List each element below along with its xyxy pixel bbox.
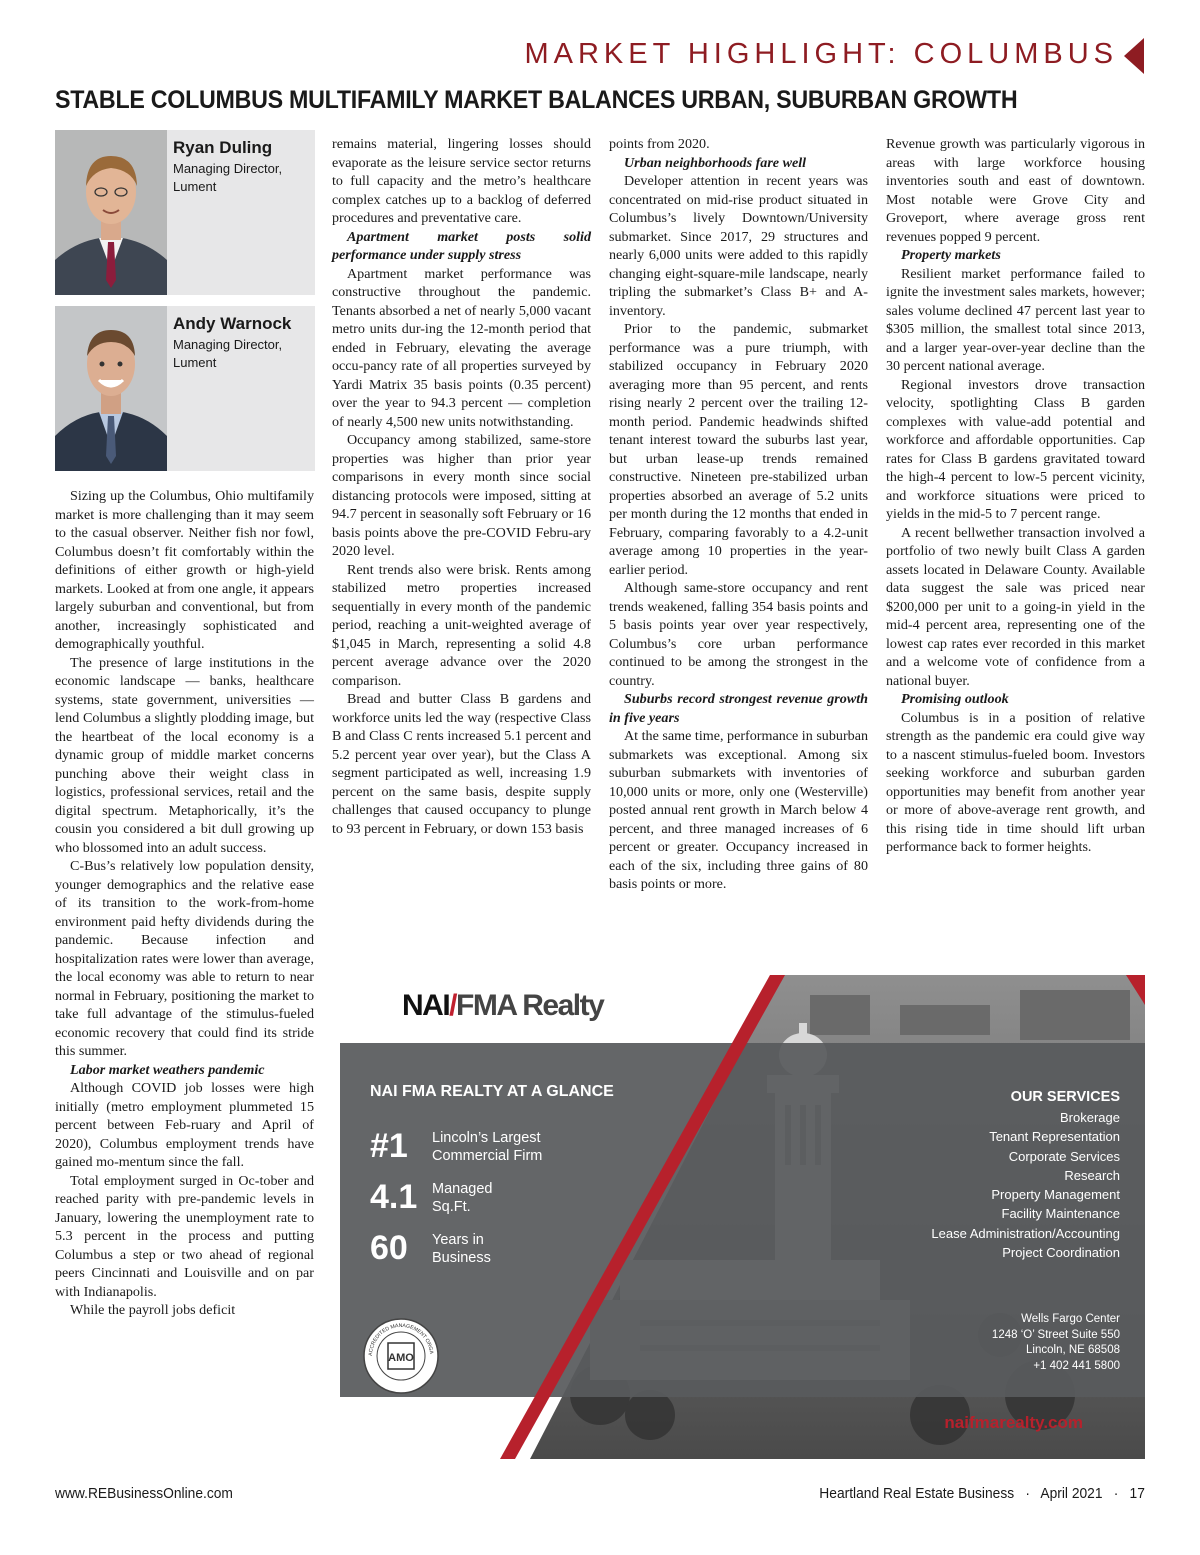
author-name-1: Ryan Duling [173,138,273,157]
paragraph: Revenue growth was particularly vigorous in areas with large workforce housing inventories south and east of downtown. Most notable were Grove City and Groveport, where average gross rent revenues popped 9 percent. [886,136,1145,245]
author-title-2: Managing Director, [173,337,283,352]
advertisement[interactable] [340,975,1145,1459]
stat-label: Years in Business [432,1232,491,1266]
paragraph: Apartment market performance was constructive throughout the pandemic. Tenants absorbed a net of nearly 5,000 vacant metro units dur-ing the 12-month period that ended in February, elevating the average occu-pancy rate of all properties surveyed by Yardi Matrix 35 basis points (0.35 percent) over the year to 94.3 percent — completion of nearly 4,500 new units notwithstanding. [332,265,591,430]
stat-label: Lincoln’s Largest Commercial Firm [432,1130,543,1164]
subheading: Suburbs record strongest revenue growth in five years [609,691,868,726]
paragraph: The presence of large institutions in the economic landscape — banks, healthcare systems, state government, universities — lend Columbus a slightly plodding image, but the heartbeat of the local economy is a dynamic group of middle market concerns punching above their weight class in logistics, professional services, retail and the digital spectrum. Metaphorically, it’s the cousin you considered a bit dull growing up who blossomed into an adult success. [55,654,314,856]
section-header: MARKET HIGHLIGHT: COLUMBUS [524,38,1118,70]
service-item: Tenant Representation [989,1129,1120,1145]
stat-value: 4.1 [370,1178,418,1216]
author-photo-1 [55,130,167,295]
footer-website[interactable]: www.REBusinessOnline.com [55,1485,233,1502]
service-item: Lease Administration/Accounting [931,1225,1120,1241]
subheading: Labor market weathers pandemic [70,1061,265,1078]
office-address: Wells Fargo Center 1248 ‘O’ Street Suite 550 Lincoln, NE 68508 +1 402 441 5800 [991,1313,1120,1372]
subheading: Apartment market posts solid performance under supply stress [332,228,591,263]
service-item: Facility Maintenance [1001,1206,1120,1222]
article-column-1 [55,487,314,1320]
paragraph: A recent bellwether transaction involved a portfolio of two newly built Class A garden assets located in Delaware County. Available data suggest the sale was priced near $200,000 per unit to a going-in yield in the mid-4 percent area, representing one of the lowest cap rates ever recorded in this market and a welcome vote of confidence from a national buyer. [886,524,1145,689]
footer-date: April 2021 [1040,1485,1103,1502]
paragraph: Regional investors drove transaction velocity, spotlighting Class B garden complexes with value-add potential and workforce and affordable opportunities. Cap rates for Class B gardens gravitated toward the high-4 percent to low-5 percent vicinity, and workforce situations were priced to yields in the mid-5 to 7 percent range. [886,376,1145,522]
article-headline: STABLE COLUMBUS MULTIFAMILY MARKET BALANCES URBAN, SUBURBAN GROWTH [55,86,1018,114]
article-column-2 [332,135,591,838]
author-bio-2 [55,306,315,471]
author-name-2: Andy Warnock [173,314,292,333]
paragraph: Sizing up the Columbus, Ohio multifamily market is more challenging than it may seem to the casual observer. Neither fish nor fowl, Columbus doesn’t fit comfortably within the definitions of either growth or high-yield markets. Looked at from one angle, it appears largely suburban and conventional, but from another, increasingly sophisticated and demographically youthful. [55,488,314,652]
ad-website-link[interactable]: naifmarealty.com [944,1413,1083,1432]
logo-nai-text: NAI [402,989,450,1022]
service-item: Project Coordination [1002,1245,1120,1261]
glance-title: NAI FMA REALTY AT A GLANCE [370,1083,614,1100]
author-company-1: Lument [173,179,217,194]
author-photo-2 [55,306,167,471]
footer-publication: Heartland Real Estate Business [819,1485,1015,1502]
nai-fma-logo: NAI/FMA Realty [402,989,604,1022]
amo-accreditation-badge [362,1317,440,1395]
article-column-4 [886,135,1145,857]
author-title-1: Managing Director, [173,161,283,176]
paragraph: Rent trends also were brisk. Rents among stabilized metro properties increased sequentially in every month of the pandemic period, reaching a unit-weighted average of $1,045 in March, representing a solid 4.8 percent average advance over the 2020 comparison. [332,561,591,689]
services-title: OUR SERVICES [1010,1089,1120,1105]
paragraph: Although same-store occupancy and rent trends weakened, falling 354 basis points and 5 basis points year over year respectively, Columbus’s core urban performance continued to be among the strongest in the country. [609,580,868,689]
paragraph: While the payroll jobs deficit [70,1302,236,1318]
subheading: Property markets [901,247,1001,263]
paragraph: points from 2020. [609,136,710,152]
paragraph: At the same time, performance in suburban submarkets was exceptional. Among six suburban submarkets with inventories of 10,000 units or more, only one (Westerville) posted annual rent growth in March below 4 percent, and three managed increases of 6 percent or greater. Occupancy increased in each of the six, including three gains of 80 basis points or more. [609,728,868,892]
badge-text: ACCREDITED MANAGEMENT ORGA [367,1322,434,1357]
section-triangle-marker [1124,38,1144,74]
service-item: Research [1064,1167,1120,1183]
article-column-3 [609,135,868,894]
author-role-1 [173,160,313,196]
badge-mark: AMO [388,1352,414,1364]
paragraph: Occupancy among stabilized, same-store properties was higher than prior year comparisons in every month since social distancing protocols were imposed, sitting at 94.7 percent in seasonally soft February or 16 basis points above the pre-COVID Febru-ary 2020 level. [332,432,591,559]
paragraph: remains material, lingering losses should evaporate as the leisure service sector returns to full capacity and the metro’s healthcare complex catches up to a backlog of deferred procedures and preventative care. [332,136,591,226]
footer-publication-info: Heartland Real Estate Business · April 2021 · 17 [819,1485,1145,1502]
paragraph: Bread and butter Class B gardens and workforce units led the way (respective Class B and Class C rents increased 5.1 percent and 5.2 percent year over year), but the Class A segment participated as well, increasing 1.9 percent on the same basis, despite supply challenges that caused occupancy to plunge to 93 percent in February, or down 153 basis [332,691,591,837]
paragraph: Resilient market performance failed to ignite the investment sales markets, however; sales volume declined 47 percent last year to $305 million, the smallest total since 2013, and a larger year-over-year decline than the 30 percent national average. [886,265,1145,374]
paragraph: Columbus is in a position of relative strength as the pandemic era could give way to a nascent stimulus-fueled boom. Investors seeking workforce and suburban garden opportunities may benefit from another year or more of above-average rent growth, and this rising tide in time should lift urban performance back to former heights. [886,709,1145,855]
stat-value: 60 [370,1229,408,1267]
service-item: Brokerage [1060,1110,1120,1125]
paragraph: Although COVID job losses were high initially (metro employment plummeted 15 percent between Feb-ruary and April of 2020), Columbus employment trends have gained mo-mentum since the fall. [55,1080,314,1170]
services-list [931,1089,1120,1262]
logo-fma-text: FMA Realty [456,989,604,1022]
subheading: Promising outlook [901,691,1009,707]
subheading: Urban neighborhoods fare well [624,154,807,171]
paragraph: Total employment surged in Oc-tober and reached parity with pre-pandemic levels in January, lowering the unemployment rate to 5.3 percent in the process and putting Columbus a step or two ahead of regional peers Cincinnati and Louisville and on par with Indianapolis. [55,1172,314,1300]
paragraph: C-Bus’s relatively low population density, younger demographics and the relative ease of its transition to the work-from-home environment paid hefty dividends during the pandemic. Because infection and hospitalization rates were lower than average, the local economy was able to return to near normal in February, positioning the market to take full advantage of the stimulus-fueled economic recovery that could find its stride this summer. [55,858,314,1059]
service-item: Corporate Services [1008,1148,1120,1164]
stat-value: #1 [370,1127,408,1165]
stat-label: Managed Sq.Ft. [432,1181,493,1215]
service-item: Property Management [991,1187,1120,1203]
author-role-2 [173,336,313,372]
paragraph: Developer attention in recent years was concentrated on mid-rise product situated in Columbus’s lively Downtown/University submarket. Since 2017, 29 structures and nearly 6,000 units were added to this rapidly changing eight-square-mile landscape, nearly tripling the submarket’s Class B+ and A- inventory. [609,173,868,319]
author-company-2: Lument [173,355,217,370]
paragraph: Prior to the pandemic, submarket performance was a pure triumph, with stabilized occupancy in February 2020 averaging more than 95 percent, and rents rising nearly 2 percent over the trailing 12-month period. Pandemic headwinds shifted tenant interest toward the suburbs last year, but urban lease-up trends remained constructive. Nineteen pre-stabilized urban properties absorbed an average of 5.2 units per month during the 12 months that ended in February, comparing favorably to a 4.2-unit average among 10 properties in the year-earlier period. [609,321,868,578]
footer-page-number: 17 [1129,1485,1145,1502]
author-bio-1 [55,130,315,295]
